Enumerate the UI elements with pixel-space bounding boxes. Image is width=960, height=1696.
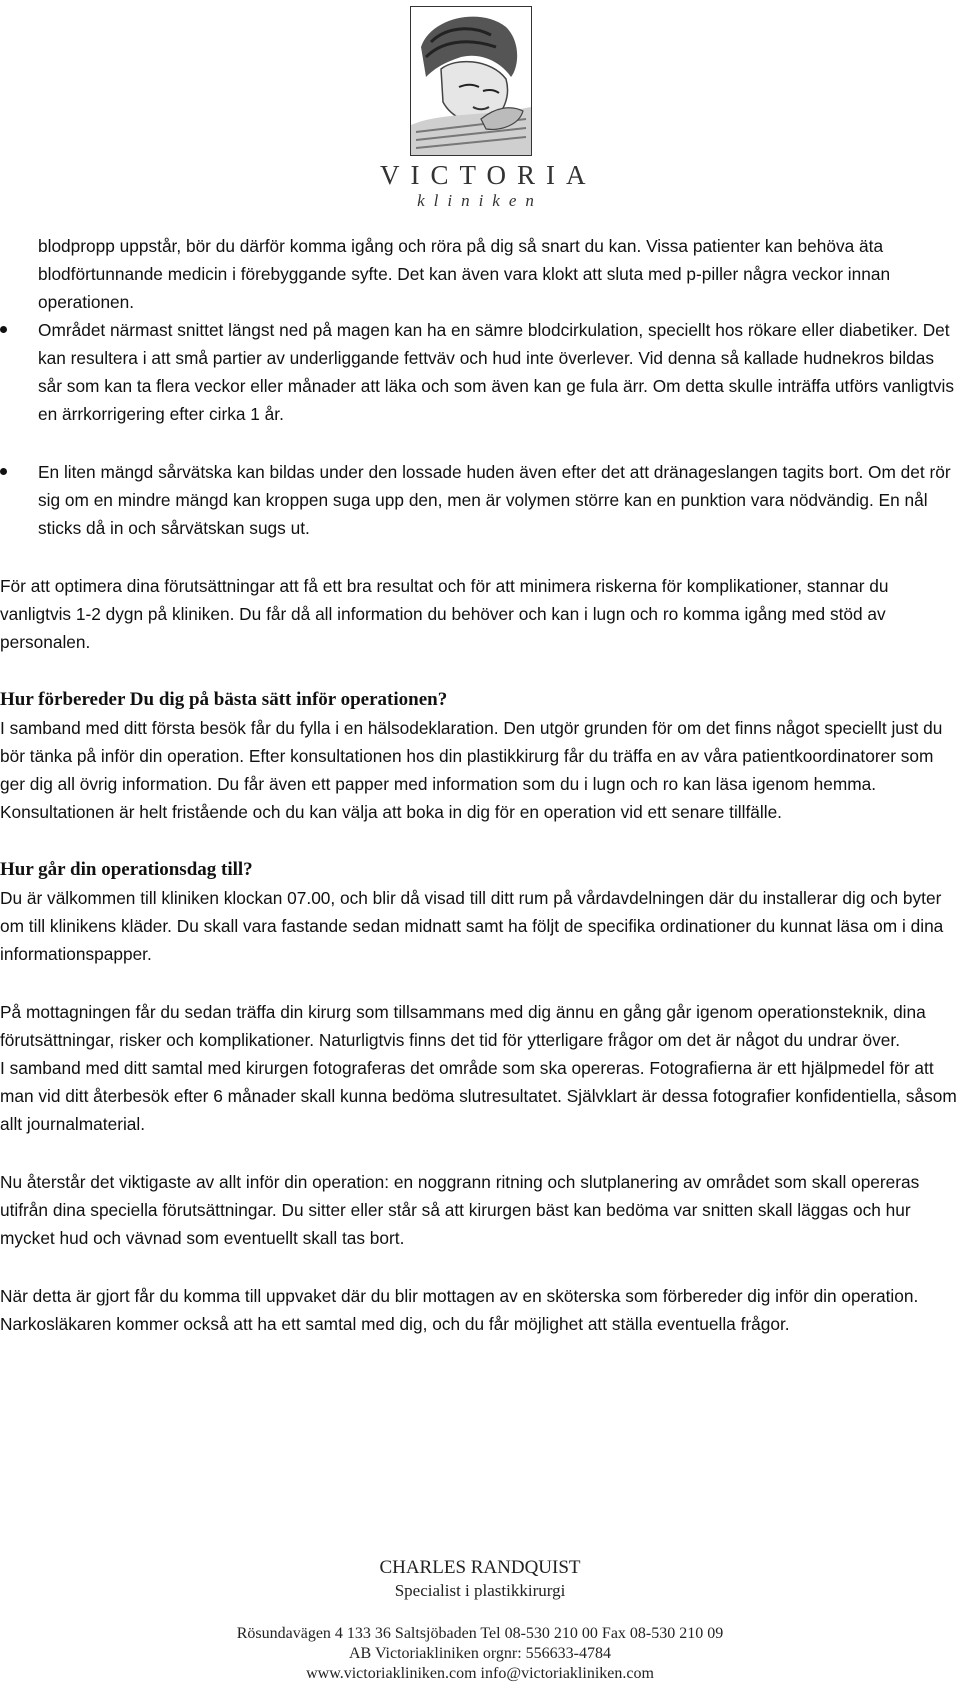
bullet-icon [0, 326, 7, 333]
reception-paragraph: På mottagningen får du sedan träffa din kirurg som tillsammans med dig ännu en gång går igenom operationsteknik, dina förutsättningar, risker och komplikationer. Naturligtvis finns det tid för ytterligare frågor om det är något du undrar över. [0, 1002, 926, 1050]
list-item [0, 316, 958, 428]
bullet-icon [0, 468, 7, 475]
preparation-paragraph: I samband med ditt första besök får du fylla i en hälsodeklaration. Den utgör grunden för om det finns något speciellt just du bör tänka på inför din operation. Efter konsultationen hos din plastikkirurg får du träffa en av våra patientkoordinatorer som ger dig all övrig information. Du får även ett papper med information som du i lugn och ro kan läsa igenom hemma. Konsultationen är helt fristående och du kan välja att boka in dig för en operation vid ett senare tillfälle. [0, 718, 943, 822]
footer-doctor-name: CHARLES RANDQUIST [379, 1557, 581, 1578]
photo-paragraph: I samband med ditt samtal med kirurgen fotograferas det område som ska opereras. Fotografierna är ett hjälpmedel för att man vid ditt återbesök efter 6 månader skall kunna bedöma slutresultatet. Självklart är dessa fotografier konfidentiella, såsom allt journalmaterial. [0, 1058, 957, 1134]
clinic-logo [380, 6, 597, 210]
logo-brand-text: VICTORIA [380, 160, 597, 190]
section-heading-preparation: Hur förbereder Du dig på bästa sätt inför operationen? [0, 689, 448, 710]
list-item [0, 458, 958, 542]
operation-day-paragraph: Du är välkommen till kliniken klockan 07.00, och blir då visad till ditt rum på vårdavdelningen där du installerar dig och byter om till klinikens kläder. Du skall vara fastande sedan midnatt samt ha följt de specifika ordinationer du kunnat läsa om i dina informationspapper. [0, 888, 944, 964]
footer-doctor-title: Specialist i plastikkirurgi [394, 1581, 566, 1600]
planning-paragraph: Nu återstår det viktigaste av allt inför din operation: en noggrann ritning och slutplanering av området som skall opereras utifrån dina speciella förutsättningar. Du sitter eller står så att kirurgen bäst kan bedöma var snitten skall läggas och hur mycket hud och vävnad som eventuellt skall tas bort. [0, 1172, 920, 1248]
stay-paragraph: För att optimera dina förutsättningar att få ett bra resultat och för att minimera riskerna för komplikationer, stannar du vanligtvis 1-2 dygn på kliniken. Du får då all information du behöver och kan i lugn och ro komma igång med stöd av personalen. [0, 576, 889, 652]
portrait-logo-image [410, 6, 532, 156]
intro-paragraph: blodpropp uppstår, bör du därför komma igång och röra på dig så snart du kan. Vissa patienter kan behöva äta blodförtunnande medicin i förebyggande syfte. Det kan även vara klokt att sluta med p-piller några veckor innan operationen. [38, 236, 891, 312]
recovery-paragraph: När detta är gjort får du komma till uppvaket där du blir mottagen av en sköterska som förbereder dig inför din operation. Narkosläkaren kommer också att ha ett samtal med dig, och du får möjlighet att ställa eventuella frågor. [0, 1286, 919, 1334]
footer-web: www.victoriakliniken.com info@victoriakliniken.com [306, 1665, 654, 1682]
bullet-text: Området närmast snittet längst ned på magen kan ha en sämre blodcirkulation, speciellt hos rökare eller diabetiker. Det kan resultera i att små partier av underliggande fettväv och hud inte överlever. Vid denna så kallade hudnekros bildas sår som kan ta flera veckor eller månader att läka och som även kan ge fula ärr. Om detta skulle inträffa utförs vanligtvis en ärrkorrigering efter cirka 1 år. [38, 320, 955, 424]
document-body [0, 232, 958, 1338]
risk-bullet-list [0, 316, 958, 542]
footer-company: AB Victoriakliniken orgnr: 556633-4784 [349, 1645, 611, 1662]
section-heading-operation-day: Hur går din operationsdag till? [0, 859, 253, 880]
letterhead-footer [0, 1556, 960, 1684]
logo-subtitle-text: kliniken [417, 191, 543, 210]
bullet-text: En liten mängd sårvätska kan bildas under den lossade huden även efter det att dränageslangen tagits bort. Om det rör sig om en mindre mängd kan kroppen suga upp den, men är volymen större kan en punktion vara nödvändig. En nål sticks då in och sårvätskan sugs ut. [38, 462, 951, 538]
footer-address: Rösundavägen 4 133 36 Saltsjöbaden Tel 08-530 210 00 Fax 08-530 210 09 [236, 1625, 724, 1642]
